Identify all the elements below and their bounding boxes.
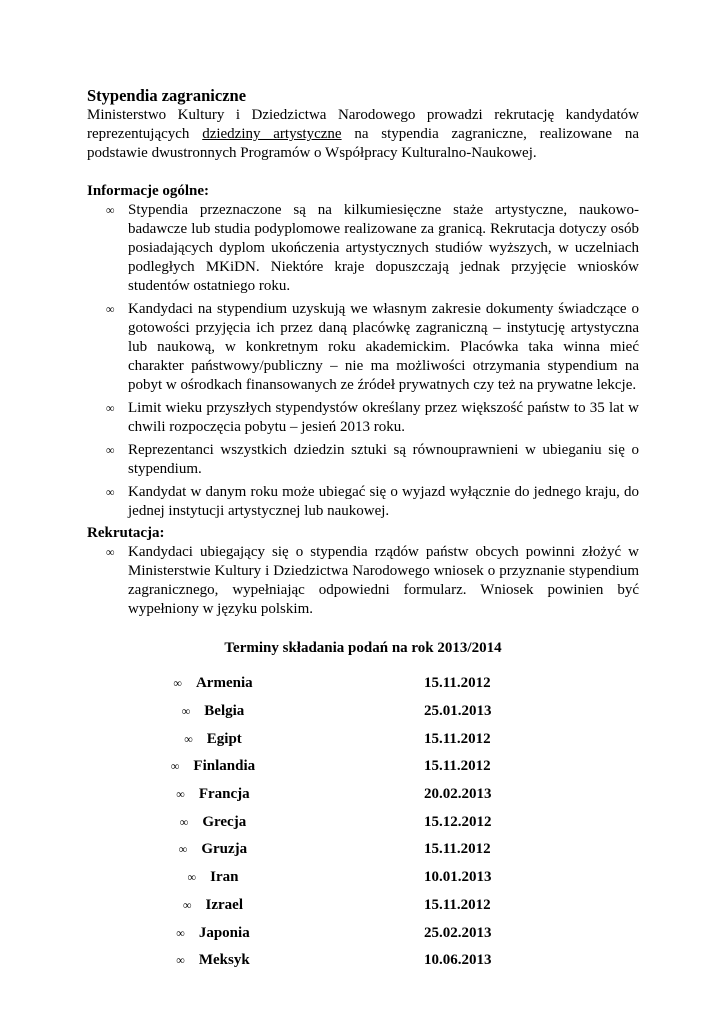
list-item-text: Kandydaci na stypendium uzyskują we własnym zakresie dokumenty świadczące o gotowości przyjęcia ich przez daną placówkę zagraniczną – instytucję artystyczna lub naukową, w konkretnym roku akademickim. Placówka taka winna mieć charakter państwowy/publiczny – nie ma możliwości otrzymania stypendium na pobyt w ośrodkach finansowanych ze źródeł prywatnych czy też na prywatne lekcje. <box>128 301 639 393</box>
document-page <box>87 86 639 975</box>
deadline-date: 15.11.2012 <box>424 730 491 747</box>
country-name: Finlandia <box>193 758 256 775</box>
infinity-bullet-icon: ∞ <box>181 704 191 719</box>
country-cell <box>87 781 339 809</box>
table-row <box>87 836 639 864</box>
deadline-date: 10.06.2013 <box>424 952 492 969</box>
deadline-date: 20.02.2013 <box>424 786 492 803</box>
table-row <box>87 670 639 698</box>
country-cell <box>87 836 339 864</box>
deadline-date: 25.02.2013 <box>424 924 492 941</box>
list-item-text: Kandydat w danym roku może ubiegać się o wyjazd wyłącznie do jednego kraju, do jednej instytucji artystycznej lub naukowej. <box>128 484 639 519</box>
list-item-text: Stypendia przeznaczone są na kilkumiesięczne staże artystyczne, naukowo-badawcze lub studia podyplomowe realizowane za granicą. Rekrutacja dotyczy osób posiadających dyplom ukończenia artystycznych studiów wyższych, w uczelniach podległych MKiDN. Niektóre kraje dopuszczają jednak przyjęcie wniosków studentów ostatniego roku. <box>128 202 639 294</box>
infinity-bullet-icon: ∞ <box>106 302 115 316</box>
table-row <box>87 947 639 975</box>
table-row <box>87 781 639 809</box>
deadlines-title: Terminy składania podań na rok 2013/2014 <box>224 640 502 656</box>
general-info-list <box>87 201 639 521</box>
country-cell <box>87 864 339 892</box>
country-name: Grecja <box>202 813 247 830</box>
intro-paragraph <box>87 106 639 163</box>
list-item-text: Limit wieku przyszłych stypendystów określany przez większość państw to 35 lat w chwili rozpoczęcia pobytu – jesień 2013 roku. <box>128 400 639 435</box>
country-name: Izrael <box>205 896 244 913</box>
country-cell <box>87 808 339 836</box>
recruitment-list <box>87 543 639 619</box>
list-item <box>87 543 639 619</box>
country-name: Gruzja <box>201 841 248 858</box>
infinity-bullet-icon: ∞ <box>173 676 182 691</box>
country-cell <box>87 670 339 698</box>
table-row <box>87 919 639 947</box>
country-cell <box>87 753 339 781</box>
infinity-bullet-icon: ∞ <box>106 485 115 499</box>
deadline-date: 15.11.2012 <box>424 841 491 858</box>
table-row <box>87 864 639 892</box>
deadline-date: 10.01.2013 <box>424 869 492 886</box>
infinity-bullet-icon: ∞ <box>184 731 193 746</box>
deadlines-table <box>87 670 639 975</box>
infinity-bullet-icon: ∞ <box>187 870 197 885</box>
deadline-date: 15.11.2012 <box>424 758 491 775</box>
intro-text-after: na stypendia zagraniczne, realizowane na podstawie dwustronnych Programów o Współpracy Kulturalno-Naukowej. <box>87 126 639 161</box>
list-item <box>87 441 639 479</box>
table-row <box>87 725 639 753</box>
list-item <box>87 201 639 296</box>
infinity-bullet-icon: ∞ <box>106 443 115 457</box>
infinity-bullet-icon: ∞ <box>179 814 189 829</box>
deadline-date: 15.11.2012 <box>424 675 491 692</box>
country-cell <box>87 698 339 726</box>
deadline-date: 25.01.2013 <box>424 703 492 720</box>
infinity-bullet-icon: ∞ <box>178 842 188 857</box>
country-name: Belgia <box>204 703 245 720</box>
country-cell <box>87 947 339 975</box>
infinity-bullet-icon: ∞ <box>176 925 185 940</box>
list-item-text: Reprezentanci wszystkich dziedzin sztuki są równouprawnieni w ubieganiu się o stypendium. <box>128 442 639 477</box>
recruitment-heading: Rekrutacja: <box>87 525 165 541</box>
infinity-bullet-icon: ∞ <box>106 545 115 559</box>
country-name: Meksyk <box>198 952 250 969</box>
country-name: Japonia <box>198 924 250 941</box>
intro-text-before: Ministerstwo Kultury i Dziedzictwa Narodowego prowadzi rekrutację kandydatów reprezentujących <box>87 107 639 142</box>
list-item-text: Kandydaci ubiegający się o stypendia rządów państw obcych powinni złożyć w Ministerstwie Kultury i Dziedzictwa Narodowego wniosek o przyznanie stypendium zagranicznego, wypełniając odpowiedni formularz. Wniosek powinien być wypełniony w języku polskim. <box>128 544 639 617</box>
deadline-date: 15.12.2012 <box>424 813 492 830</box>
deadline-date: 15.11.2012 <box>424 896 491 913</box>
list-item <box>87 399 639 437</box>
disciplines-link[interactable]: dziedziny artystyczne <box>202 126 342 142</box>
general-info-heading: Informacje ogólne: <box>87 183 210 199</box>
infinity-bullet-icon: ∞ <box>106 203 115 217</box>
country-cell <box>87 725 339 753</box>
country-cell <box>87 892 339 920</box>
table-row <box>87 808 639 836</box>
list-item <box>87 483 639 521</box>
infinity-bullet-icon: ∞ <box>182 897 192 912</box>
country-cell <box>87 919 339 947</box>
country-name: Iran <box>210 869 239 886</box>
infinity-bullet-icon: ∞ <box>176 787 185 802</box>
table-row <box>87 753 639 781</box>
country-name: Francja <box>198 786 250 803</box>
table-row <box>87 698 639 726</box>
infinity-bullet-icon: ∞ <box>176 953 185 968</box>
country-name: Armenia <box>195 675 253 692</box>
page-title: Stypendia zagraniczne <box>87 86 247 105</box>
infinity-bullet-icon: ∞ <box>106 401 115 415</box>
country-name: Egipt <box>206 730 242 747</box>
table-row <box>87 892 639 920</box>
infinity-bullet-icon: ∞ <box>170 759 180 774</box>
list-item <box>87 300 639 395</box>
